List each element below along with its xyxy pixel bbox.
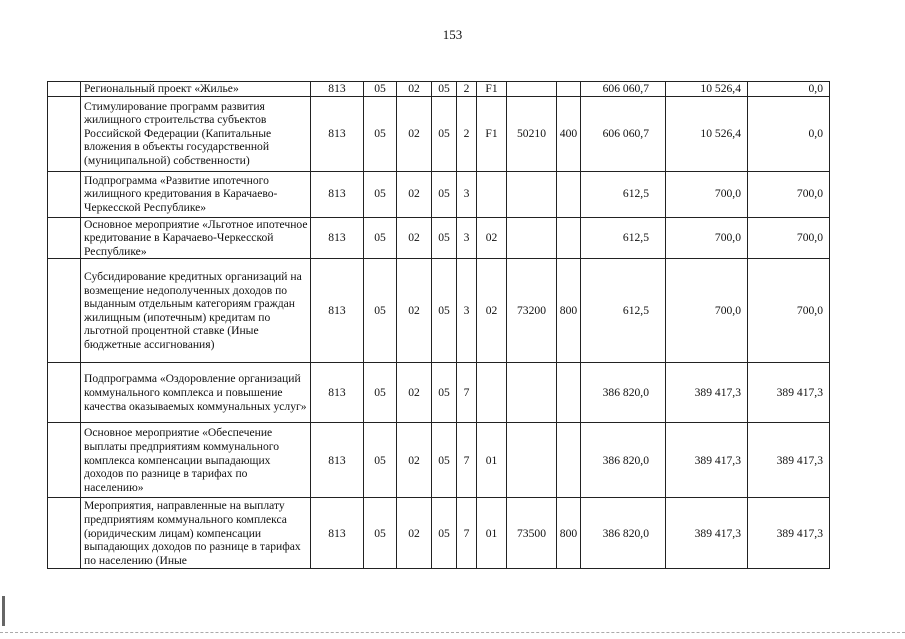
code-event: 01: [477, 498, 507, 569]
code-direction: 73200: [507, 259, 557, 363]
value-year-3: 0,0: [748, 82, 830, 97]
value-year-1: 386 820,0: [581, 423, 666, 498]
value-year-1: 612,5: [581, 171, 666, 217]
row-margin-cell: [48, 498, 81, 569]
table-row: [48, 82, 830, 97]
code-section: 05: [364, 96, 397, 171]
code-direction: [507, 82, 557, 97]
code-section: 05: [364, 217, 397, 259]
row-margin-cell: [48, 363, 81, 423]
code-section: 05: [364, 259, 397, 363]
value-year-2: 10 526,4: [666, 82, 748, 97]
code-subsection: 02: [397, 217, 432, 259]
code-subprogram: 2: [457, 82, 477, 97]
row-name: Региональный проект «Жилье»: [81, 82, 311, 97]
code-section: 05: [364, 171, 397, 217]
code-gov: 813: [311, 82, 364, 97]
code-event: [477, 171, 507, 217]
row-name: Подпрограмма «Развитие ипотечного жилищного кредитования в Карачаево-Черкесской Республике»: [81, 171, 311, 217]
code-direction: [507, 423, 557, 498]
code-direction: [507, 363, 557, 423]
code-expense: [557, 217, 581, 259]
code-direction: [507, 217, 557, 259]
value-year-3: 700,0: [748, 259, 830, 363]
value-year-2: 700,0: [666, 171, 748, 217]
code-subsection: 02: [397, 498, 432, 569]
row-margin-cell: [48, 259, 81, 363]
value-year-3: 389 417,3: [748, 423, 830, 498]
table-row: [48, 96, 830, 171]
budget-table: [47, 81, 830, 569]
code-event: 02: [477, 217, 507, 259]
code-expense: 400: [557, 96, 581, 171]
row-name: Мероприятия, направленные на выплату предприятиям коммунального комплекса (юридическим лицам) компенсации выпадающих доходов по разнице в тарифах по населению (Иные: [81, 498, 311, 569]
code-section: 05: [364, 82, 397, 97]
table-row: [48, 217, 830, 259]
code-gov: 813: [311, 96, 364, 171]
table-row: [48, 363, 830, 423]
code-subprogram: 3: [457, 259, 477, 363]
table-row: [48, 498, 830, 569]
code-event: [477, 363, 507, 423]
code-expense: 800: [557, 498, 581, 569]
code-section: 05: [364, 363, 397, 423]
code-subprogram: 7: [457, 363, 477, 423]
value-year-1: 386 820,0: [581, 498, 666, 569]
code-event: F1: [477, 82, 507, 97]
code-gov: 813: [311, 171, 364, 217]
row-margin-cell: [48, 82, 81, 97]
code-expense: [557, 171, 581, 217]
code-expense: [557, 82, 581, 97]
value-year-1: 606 060,7: [581, 82, 666, 97]
code-gov: 813: [311, 423, 364, 498]
value-year-2: 700,0: [666, 217, 748, 259]
value-year-2: 389 417,3: [666, 423, 748, 498]
value-year-2: 389 417,3: [666, 498, 748, 569]
row-name: Основное мероприятие «Льготное ипотечное кредитование в Карачаево-Черкесской Республике»: [81, 217, 311, 259]
code-program: 05: [432, 259, 457, 363]
code-section: 05: [364, 498, 397, 569]
code-subsection: 02: [397, 363, 432, 423]
value-year-3: 0,0: [748, 96, 830, 171]
code-event: 01: [477, 423, 507, 498]
table-row: [48, 423, 830, 498]
code-subprogram: 7: [457, 423, 477, 498]
value-year-3: 700,0: [748, 171, 830, 217]
code-expense: 800: [557, 259, 581, 363]
code-subsection: 02: [397, 96, 432, 171]
row-margin-cell: [48, 423, 81, 498]
row-name: Субсидирование кредитных организаций на возмещение недополученных доходов по выданным отдельным категориям граждан жилищным (ипотечным) кредитам по льготной процентной ставке (Иные бюджетные ассигнования): [81, 259, 311, 363]
code-expense: [557, 363, 581, 423]
code-direction: 73500: [507, 498, 557, 569]
value-year-1: 606 060,7: [581, 96, 666, 171]
value-year-1: 386 820,0: [581, 363, 666, 423]
row-name: Стимулирование программ развития жилищного строительства субъектов Российской Федерации (Капитальные вложения в объекты государственной (муниципальной) собственности): [81, 96, 311, 171]
value-year-1: 612,5: [581, 259, 666, 363]
row-margin-cell: [48, 171, 81, 217]
code-event: F1: [477, 96, 507, 171]
value-year-2: 389 417,3: [666, 363, 748, 423]
page-number: 153: [442, 27, 463, 42]
code-subsection: 02: [397, 171, 432, 217]
value-year-3: 700,0: [748, 217, 830, 259]
code-program: 05: [432, 217, 457, 259]
code-program: 05: [432, 82, 457, 97]
code-direction: 50210: [507, 96, 557, 171]
value-year-3: 389 417,3: [748, 498, 830, 569]
code-direction: [507, 171, 557, 217]
scan-bottom-edge: [0, 632, 905, 634]
row-margin-cell: [48, 217, 81, 259]
row-name: Основное мероприятие «Обеспечение выплаты предприятиям коммунального комплекса компенсации выпадающих доходов по разнице в тарифах по населению»: [81, 423, 311, 498]
code-gov: 813: [311, 259, 364, 363]
code-program: 05: [432, 423, 457, 498]
code-gov: 813: [311, 363, 364, 423]
code-program: 05: [432, 363, 457, 423]
code-subprogram: 7: [457, 498, 477, 569]
code-subsection: 02: [397, 259, 432, 363]
table-row: [48, 259, 830, 363]
code-program: 05: [432, 171, 457, 217]
code-section: 05: [364, 423, 397, 498]
value-year-3: 389 417,3: [748, 363, 830, 423]
value-year-2: 10 526,4: [666, 96, 748, 171]
code-gov: 813: [311, 217, 364, 259]
value-year-2: 700,0: [666, 259, 748, 363]
row-margin-cell: [48, 96, 81, 171]
table-row: [48, 171, 830, 217]
code-subprogram: 3: [457, 171, 477, 217]
code-subsection: 02: [397, 423, 432, 498]
code-event: 02: [477, 259, 507, 363]
row-name: Подпрограмма «Оздоровление организаций коммунального комплекса и повышение качества оказываемых коммунальных услуг»: [81, 363, 311, 423]
code-subprogram: 3: [457, 217, 477, 259]
code-gov: 813: [311, 498, 364, 569]
scan-margin-mark: [2, 596, 5, 626]
code-subsection: 02: [397, 82, 432, 97]
code-program: 05: [432, 96, 457, 171]
code-subprogram: 2: [457, 96, 477, 171]
code-program: 05: [432, 498, 457, 569]
value-year-1: 612,5: [581, 217, 666, 259]
code-expense: [557, 423, 581, 498]
